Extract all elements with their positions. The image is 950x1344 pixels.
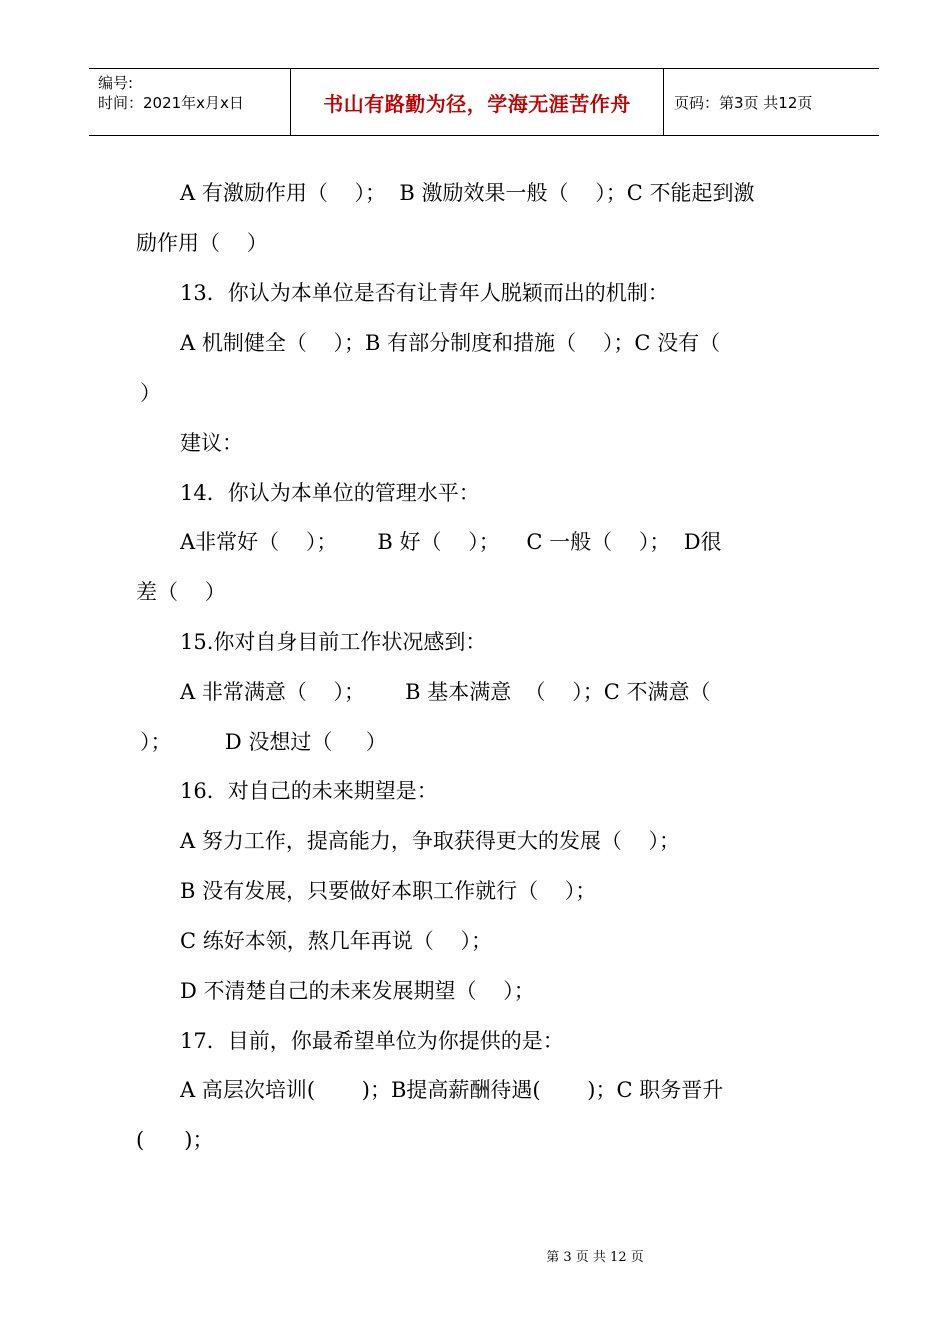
text-line: A 机制健全（ ）；B 有部分制度和措施（ ）；C 没有（ xyxy=(180,331,721,355)
header-page-code-cell xyxy=(664,69,879,135)
text-line: ( )； xyxy=(136,1128,214,1152)
suggestion-label: 建议： xyxy=(180,431,243,455)
text-line: 励作用（ ） xyxy=(136,231,268,255)
text-line: D 不清楚自己的未来发展期望（ ）； xyxy=(180,979,535,1003)
header-meta xyxy=(89,69,291,135)
text-line: B 没有发展，只要做好本职工作就行（ ）； xyxy=(180,879,597,903)
text-line: A 非常满意（ ）； B 基本满意 （ ）；C 不满意（ xyxy=(180,680,711,704)
question-17: 17．目前，你最希望单位为你提供的是： xyxy=(180,1029,564,1053)
text-line: ）； D 没想过（ ） xyxy=(140,730,387,754)
text-line: C 练好本领，熬几年再说（ ）； xyxy=(180,929,492,953)
text-line: A非常好（ ）； B 好（ ）； C 一般（ ）； D很 xyxy=(180,530,722,554)
document-number-label: 编号: xyxy=(98,74,134,92)
page-footer: 第 3 页 共 12 页 xyxy=(546,1250,644,1265)
text-line: ） xyxy=(140,381,161,405)
document-time-label: 时间：2021年x月x日 xyxy=(98,94,244,112)
header-page-code: 页码：第3页 共12页 xyxy=(674,93,813,112)
question-14: 14．你认为本单位的管理水平： xyxy=(180,481,480,505)
question-13: 13．你认为本单位是否有让青年人脱颖而出的机制： xyxy=(180,281,669,305)
text-line: A 高层次培训( )；B提高薪酬待遇( )；C 职务晋升 xyxy=(180,1078,724,1102)
header-motto: 书山有路勤为径，学海无涯苦作舟 xyxy=(323,91,631,116)
text-line: 差（ ） xyxy=(136,580,226,604)
question-15: 15.你对自身目前工作状况感到： xyxy=(180,630,487,654)
header-motto-cell xyxy=(291,69,664,135)
text-line: A 有激励作用（ ）； B 激励效果一般（ ）；C 不能起到激 xyxy=(180,181,755,205)
text-line: A 努力工作，提高能力，争取获得更大的发展（ ）； xyxy=(180,829,681,853)
question-16: 16．对自己的未来期望是： xyxy=(180,779,438,803)
page-header xyxy=(89,68,879,136)
